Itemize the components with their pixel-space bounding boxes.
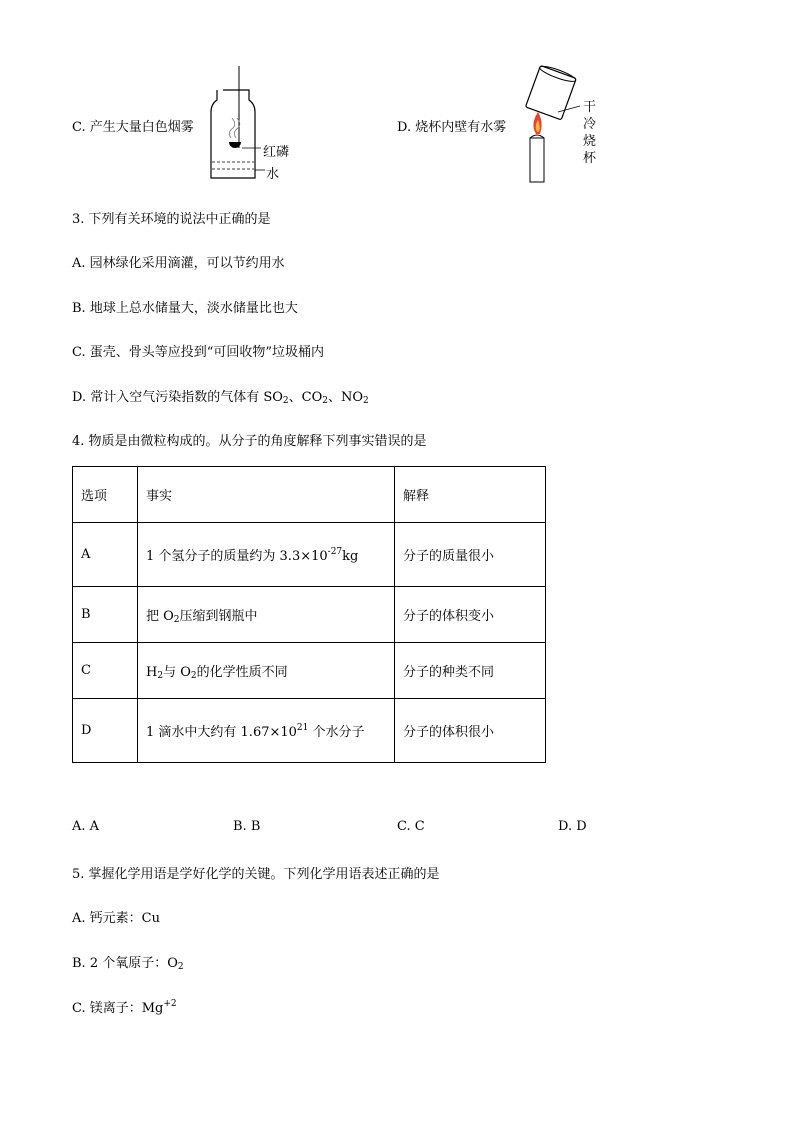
table-row	[73, 587, 546, 643]
q2-option-d: D. 烧杯内壁有水雾	[397, 120, 507, 135]
label-water: 水	[266, 167, 280, 182]
row-fact: 把 $O_2$压缩到钢瓶中	[138, 587, 395, 643]
header-option: 选项	[73, 467, 138, 523]
q4-table	[72, 466, 546, 763]
q5-option-a: A. 钙元素：Cu	[72, 911, 160, 926]
row-option: B	[73, 587, 138, 643]
row-fact: 1 个氢分子的质量约为 $3.3\times 10^{-27}kg$	[138, 523, 395, 587]
label-cold-beaker: 干 冷 烧 杯	[583, 100, 597, 166]
table-row	[73, 643, 546, 699]
red-phosphorus-apparatus-figure	[205, 66, 305, 182]
q4-choice-d: D. D	[558, 819, 587, 834]
q3-option-c: C. 蛋壳、骨头等应投到“可回收物”垃圾桶内	[72, 345, 325, 360]
q3-option-a: A. 园林绿化采用滴灌，可以节约用水	[72, 256, 285, 271]
row-option: C	[73, 643, 138, 699]
header-explanation: 解释	[395, 467, 546, 523]
header-fact: 事实	[138, 467, 395, 523]
row-explanation: 分子的质量很小	[395, 523, 546, 587]
row-option: A	[73, 523, 138, 587]
row-explanation: 分子的体积变小	[395, 587, 546, 643]
table-header-row	[73, 467, 546, 523]
q4-stem: 4. 物质是由微粒构成的。从分子的角度解释下列事实错误的是	[72, 434, 427, 449]
q5-option-c: C. 镁离子：$Mg^{+2}$	[72, 999, 177, 1016]
q5-option-b: B. 2 个氧原子：$O_2$	[72, 956, 184, 972]
q5-stem: 5. 掌握化学用语是学好化学的关键。下列化学用语表述正确的是	[72, 867, 440, 882]
row-fact: $H_2$与 $O_2$的化学性质不同	[138, 643, 395, 699]
table-row	[73, 699, 546, 763]
q4-choice-c: C. C	[397, 819, 425, 834]
row-explanation: 分子的体积很小	[395, 699, 546, 763]
q3-stem: 3. 下列有关环境的说法中正确的是	[72, 212, 271, 227]
row-explanation: 分子的种类不同	[395, 643, 546, 699]
label-red-phosphorus: 红磷	[263, 145, 290, 160]
row-option: D	[73, 699, 138, 763]
cold-beaker-candle-figure	[514, 62, 584, 184]
q3-option-b: B. 地球上总水储量大，淡水储量比也大	[72, 301, 298, 316]
q2-option-c: C. 产生大量白色烟雾	[72, 120, 194, 135]
q4-choice-b: B. B	[233, 819, 261, 834]
q3-option-d: D. 常计入空气污染指数的气体有 $SO_2$、$CO_2$、$NO_2$	[72, 390, 369, 406]
row-fact: 1 滴水中大约有 $1.67\times 10^{21}$ 个水分子	[138, 699, 395, 763]
table-row	[73, 523, 546, 587]
q4-choice-a: A. A	[72, 819, 100, 834]
